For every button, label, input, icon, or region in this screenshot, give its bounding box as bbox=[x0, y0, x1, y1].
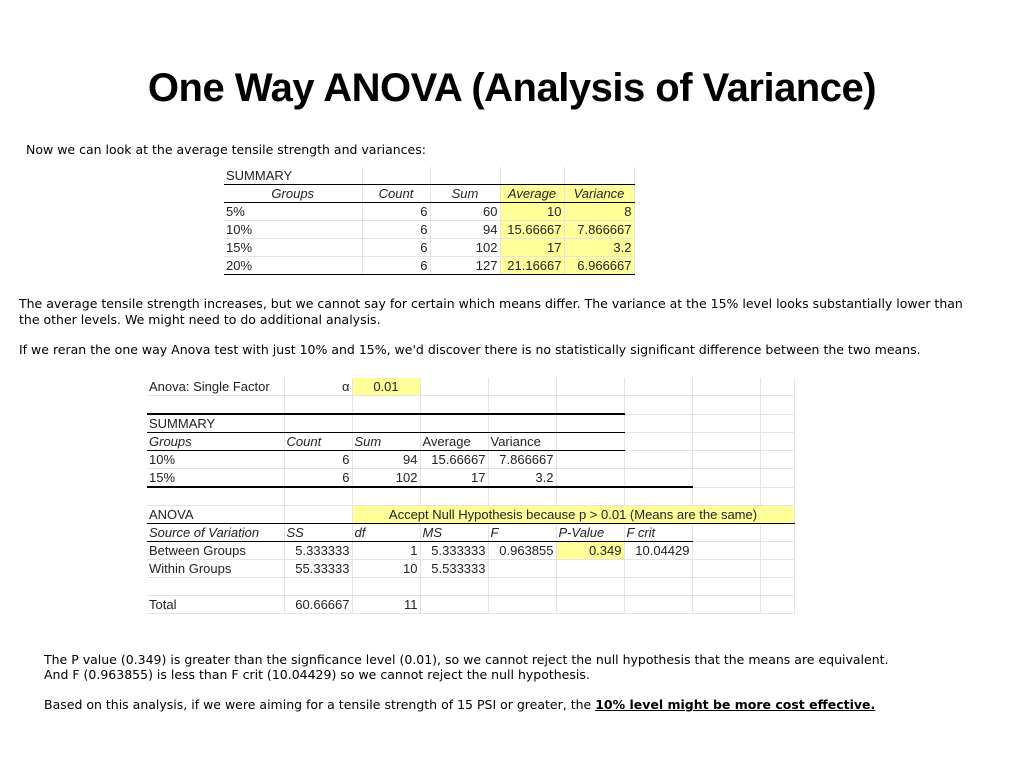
rerun-paragraph: If we reran the one way Anova test with just 10% and 15%, we'd discover there is no statistically significant difference between the two means. bbox=[19, 342, 921, 357]
summary-caption: SUMMARY bbox=[224, 167, 362, 185]
cell: 3.2 bbox=[564, 239, 634, 257]
cell: 5% bbox=[224, 203, 362, 221]
cell: 94 bbox=[430, 221, 500, 239]
cell: Within Groups bbox=[147, 560, 284, 578]
table-row bbox=[147, 451, 794, 469]
cell: 20% bbox=[224, 257, 362, 275]
col-header: Groups bbox=[147, 433, 284, 451]
anova-caption: ANOVA bbox=[147, 506, 284, 524]
col-header: Sum bbox=[352, 433, 420, 451]
cell: 0.963855 bbox=[488, 542, 556, 560]
col-header: SS bbox=[284, 524, 352, 542]
cell: 6 bbox=[362, 257, 430, 275]
cell: 6 bbox=[284, 469, 352, 488]
cell: 55.33333 bbox=[284, 560, 352, 578]
cell: 10% bbox=[224, 221, 362, 239]
cell: 8 bbox=[564, 203, 634, 221]
f-value-explanation: And F (0.963855) is less than F crit (10.04429) so we cannot reject the null hypothesis. bbox=[44, 667, 590, 682]
col-header: Count bbox=[362, 185, 430, 203]
cell: 7.866667 bbox=[488, 451, 556, 469]
cell: 5.533333 bbox=[420, 560, 488, 578]
cell: 6 bbox=[284, 451, 352, 469]
conclusion-banner: Accept Null Hypothesis because p > 0.01 (Means are the same) bbox=[352, 506, 794, 524]
col-header: Groups bbox=[224, 185, 362, 203]
cell: 5.333333 bbox=[284, 542, 352, 560]
cell: 6.966667 bbox=[564, 257, 634, 275]
cell: 3.2 bbox=[488, 469, 556, 488]
col-header: MS bbox=[420, 524, 488, 542]
col-header: Average bbox=[420, 433, 488, 451]
anova-title: Anova: Single Factor bbox=[147, 378, 284, 396]
col-header: Variance bbox=[488, 433, 556, 451]
cell: 15.66667 bbox=[420, 451, 488, 469]
final-recommendation bbox=[44, 697, 1004, 713]
alpha-value: 0.01 bbox=[352, 378, 420, 396]
alpha-symbol: α bbox=[284, 378, 352, 396]
analysis-paragraph: The average tensile strength increases, but we cannot say for certain which means differ. The variance at the 15% level looks substantially lower than the other levels. We might need to do additional analysis. bbox=[19, 296, 963, 327]
col-header: Variance bbox=[564, 185, 634, 203]
recommendation-prefix: Based on this analysis, if we were aiming for a tensile strength of 15 PSI or greater, the bbox=[44, 697, 592, 712]
table-row bbox=[224, 203, 634, 221]
cell: 102 bbox=[430, 239, 500, 257]
cell: 94 bbox=[352, 451, 420, 469]
col-header: df bbox=[352, 524, 420, 542]
cell: 60 bbox=[430, 203, 500, 221]
p-value-explanation: The P value (0.349) is greater than the signficance level (0.01), so we cannot reject the null hypothesis that the means are equivalent. bbox=[44, 652, 889, 667]
col-header: Source of Variation bbox=[147, 524, 284, 542]
cell: 6 bbox=[362, 221, 430, 239]
cell: 10 bbox=[352, 560, 420, 578]
summary-table bbox=[224, 167, 635, 275]
cell: 10% bbox=[147, 451, 284, 469]
cell: 10 bbox=[500, 203, 564, 221]
p-value-cell: 0.349 bbox=[556, 542, 624, 560]
anova-worksheet bbox=[147, 378, 795, 614]
col-header: Count bbox=[284, 433, 352, 451]
cell: 15% bbox=[224, 239, 362, 257]
cell: 127 bbox=[430, 257, 500, 275]
cell: 1 bbox=[352, 542, 420, 560]
cell: Total bbox=[147, 596, 284, 614]
cell: 6 bbox=[362, 239, 430, 257]
cell: 5.333333 bbox=[420, 542, 488, 560]
table-row bbox=[147, 542, 794, 560]
cell: 15.66667 bbox=[500, 221, 564, 239]
recommendation-emphasis: 10% level might be more cost effective. bbox=[595, 697, 876, 712]
table-row bbox=[147, 469, 794, 488]
cell: 11 bbox=[352, 596, 420, 614]
col-header: F bbox=[488, 524, 556, 542]
summary-caption: SUMMARY bbox=[147, 414, 284, 433]
cell: 7.866667 bbox=[564, 221, 634, 239]
col-header: Average bbox=[500, 185, 564, 203]
table-row bbox=[224, 221, 634, 239]
cell: 15% bbox=[147, 469, 284, 488]
cell: Between Groups bbox=[147, 542, 284, 560]
cell: 60.66667 bbox=[284, 596, 352, 614]
cell: 6 bbox=[362, 203, 430, 221]
col-header: P-Value bbox=[556, 524, 624, 542]
table-row bbox=[224, 257, 634, 275]
slide-title: One Way ANOVA (Analysis of Variance) bbox=[147, 66, 877, 110]
table-row bbox=[224, 239, 634, 257]
col-header: F crit bbox=[624, 524, 692, 542]
cell: 102 bbox=[352, 469, 420, 488]
cell: 10.04429 bbox=[624, 542, 692, 560]
cell: 21.16667 bbox=[500, 257, 564, 275]
table-row bbox=[147, 560, 794, 578]
cell: 17 bbox=[500, 239, 564, 257]
table-row bbox=[147, 596, 794, 614]
col-header: Sum bbox=[430, 185, 500, 203]
cell: 17 bbox=[420, 469, 488, 488]
intro-text: Now we can look at the average tensile strength and variances: bbox=[26, 142, 426, 157]
